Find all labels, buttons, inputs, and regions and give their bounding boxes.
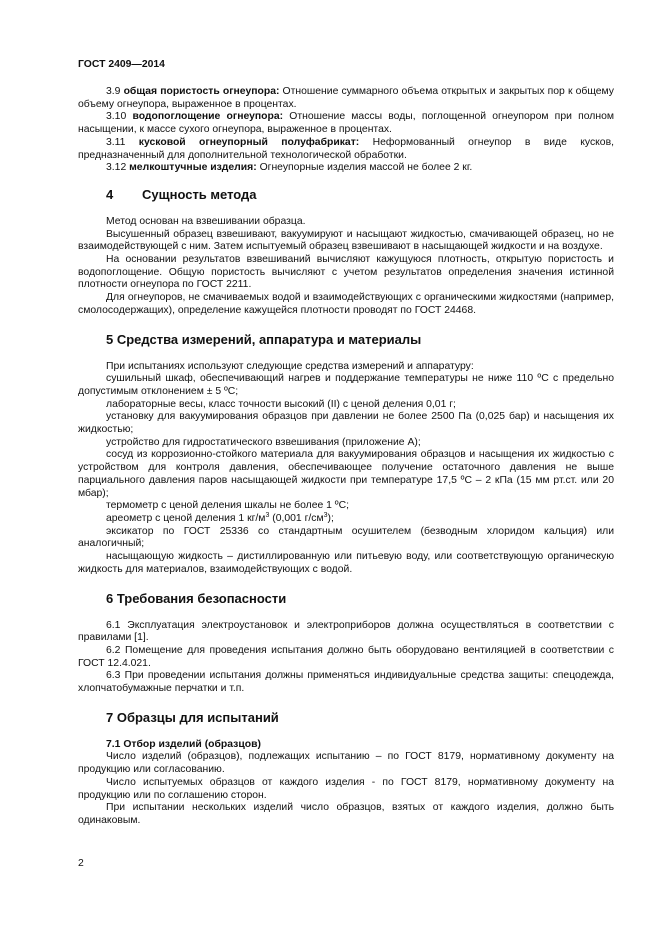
definition-3-10: 3.10 водопоглощение огнеупора: Отношение массы воды, поглощенной огнеупором при полном насыщении, к массе сухого огнеупора, выраженное в процентах. xyxy=(78,111,614,136)
s6-paragraph: 6.2 Помещение для проведения испытания должно быть оборудовано вентиляцией в соответствии с ГОСТ 12.4.021. xyxy=(78,644,614,669)
section-4-heading: 4 Сущность метода xyxy=(106,186,257,202)
s5-paragraph: термометр с ценой деления шкалы не более 1 ºС; xyxy=(106,500,349,512)
page-number: 2 xyxy=(78,858,84,869)
section-5-heading: 5 Средства измерений, аппаратура и материалы xyxy=(106,331,422,347)
s6-paragraph: 6.1 Эксплуатация электроустановок и электроприборов должна осуществляться в соответствии с правилами [1]. xyxy=(78,619,614,644)
s7-paragraph: Число изделий (образцов), подлежащих испытанию – по ГОСТ 8179, нормативному документу на продукцию или согласованию. xyxy=(78,751,614,776)
s5-paragraph: лабораторные весы, класс точности высокий (II) с ценой деления 0,01 г; xyxy=(106,398,456,410)
s4-paragraph: Метод основан на взвешивании образца. xyxy=(106,215,306,227)
s7-paragraph: При испытании нескольких изделий число образцов, взятых от каждого изделия, должно быть одинаковым. xyxy=(78,802,614,826)
s5-paragraph: При испытаниях используют следующие средства измерений и аппаратуру: xyxy=(106,360,474,372)
s5-paragraph: сосуд из коррозионно-стойкого материала для вакуумирования образцов и насыщения их жидкостью с устройством для контроля давления, обеспечивающее получение остаточного давления не выше парциального давления паров насыщающей жидкости при температуре 17,5 ºС – 2 кПа (15 мм рт.ст. или 20 мбар); xyxy=(78,449,614,499)
definition-3-11: 3.11 кусковой огнеупорный полуфабрикат: Неформованный огнеупор в виде кусков, предназначенный для дополнительной технологической обработки. xyxy=(78,136,614,161)
s5-paragraph: сушильный шкаф, обеспечивающий нагрев и поддержание температуры не ниже 110 ºС с предельно допустимым отклонением ± 5 ºС; xyxy=(78,373,614,397)
s5-areometer: ареометр с ценой деления 1 $кг/м^3$ (0,001 $г/см^3$); xyxy=(106,511,334,524)
s6-paragraph: 6.3 При проведении испытания должны применяться индивидуальные средства защиты: спецодежда, хлопчатобумажные перчатки и т.п. xyxy=(78,670,614,695)
s4-paragraph: Для огнеупоров, не смачиваемых водой и взаимодействующих с органическими жидкостями (например, смолосодержащих), определение кажущейся плотности проводят по ГОСТ 24468. xyxy=(78,292,614,316)
s5-paragraph: насыщающую жидкость – дистиллированную или питьевую воду, или соответствующую органическую жидкость для материалов, взаимодействующих с водой. xyxy=(78,551,614,575)
s5-paragraph: установку для вакуумирования образцов при давлении не более 2500 Па (0,025 бар) и насыщения их жидкостью; xyxy=(78,411,614,436)
section-6-heading: 6 Требования безопасности xyxy=(106,590,287,606)
definition-3-12: 3.12 мелкоштучные изделия: Огнеупорные изделия массой не более 2 кг. xyxy=(106,162,473,174)
s5-paragraph: устройство для гидростатического взвешивания (приложение А); xyxy=(106,436,421,448)
subsection-7-1-heading: 7.1 Отбор изделий (образцов) xyxy=(106,738,261,750)
s4-paragraph: Высушенный образец взвешивают, вакуумируют и насыщают жидкостью, смачивающей образец, но не взаимодействующей с ним. Затем испытуемый образец взвешивают в насыщающей жидкости и на воздухе. xyxy=(78,228,614,253)
section-7-heading: 7 Образцы для испытаний xyxy=(106,709,279,725)
s7-paragraph: Число испытуемых образцов от каждого изделия - по ГОСТ 8179, нормативному документу на продукцию или по соглашению сторон. xyxy=(78,776,614,801)
definition-3-9: 3.9 общая пористость огнеупора: Отношение суммарного объема открытых и закрытых пор к общему объему огнеупора, выраженное в процентах. xyxy=(78,86,614,110)
s5-paragraph: эксикатор по ГОСТ 25336 со стандартным осушителем (безводным хлоридом кальция) или аналогичный; xyxy=(78,525,614,550)
page-content xyxy=(78,86,614,828)
doc-header: ГОСТ 2409—2014 xyxy=(78,59,165,70)
s4-paragraph: На основании результатов взвешиваний вычисляют кажущуюся плотность, открытую пористость и водопоглощение. Общую пористость вычисляют с учетом результатов определения значения истинной плотности огнеупора по ГОСТ 2211. xyxy=(78,254,614,291)
